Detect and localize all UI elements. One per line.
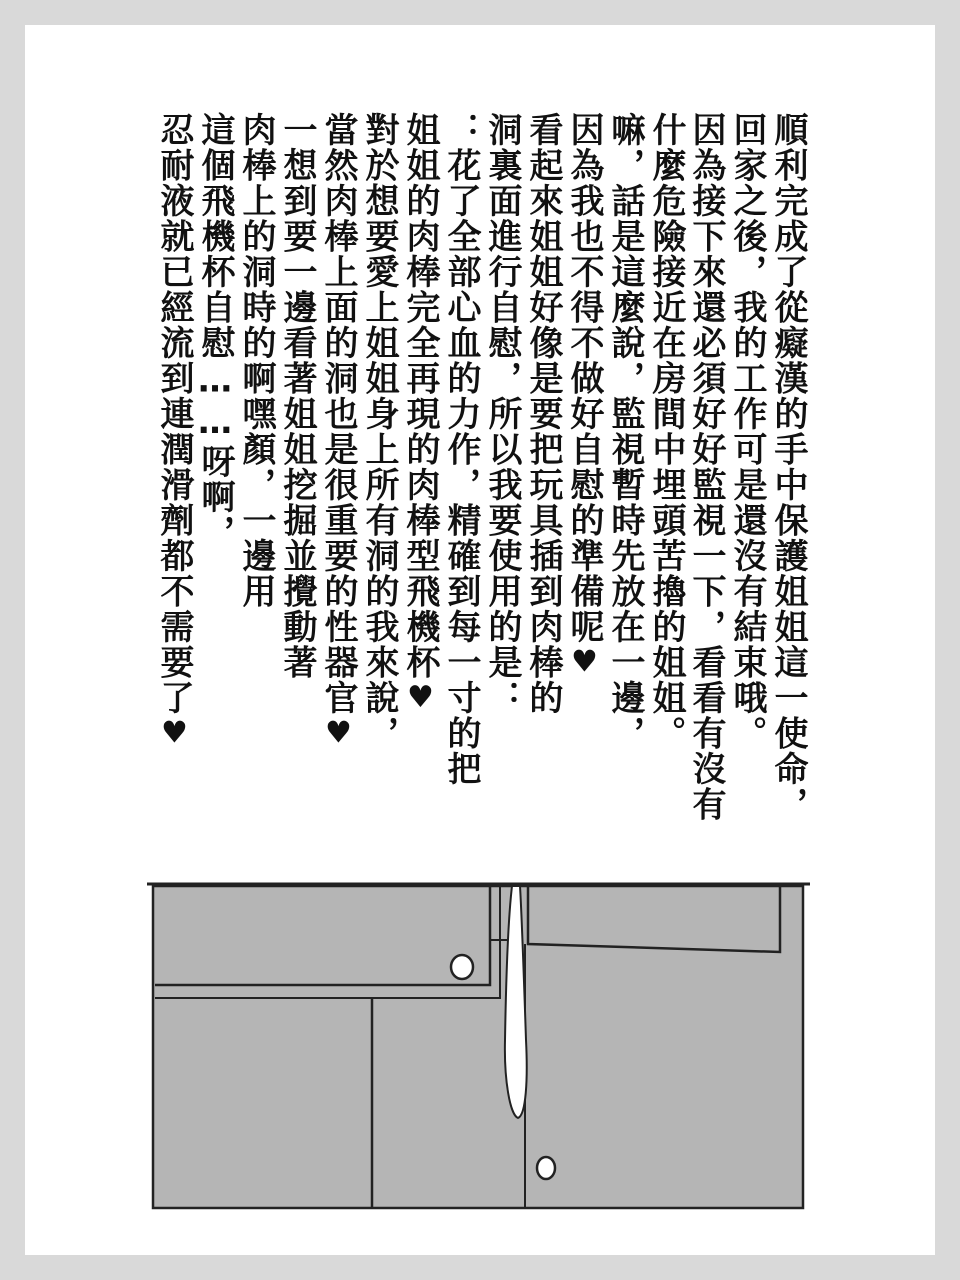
text-column-9: ：花了全部心血的力作，精確到每一寸的把 — [441, 112, 481, 787]
heart-icon: ♥ — [403, 680, 438, 717]
text-column-13: 一想到要一邊看著姐姐挖掘並攪動著 — [277, 112, 317, 680]
heart-icon: ♥ — [567, 644, 602, 681]
text-column-16: 忍耐液就已經流到連潤滑劑都不需要了♥ — [154, 112, 194, 752]
text-column-3: 因為接下來還必須好好監視一下，看看有沒有 — [686, 112, 726, 822]
heart-icon: ♥ — [157, 715, 192, 752]
text-column-8: 洞裏面進行自慰，所以我要使用的是： — [482, 112, 522, 716]
text-column-1: 順利完成了從癡漢的手中保護姐姐這一使命， — [768, 112, 808, 822]
text-column-14: 肉棒上的洞時的啊嘿顏，一邊用 — [236, 112, 276, 609]
text-column-10: 姐姐的肉棒完全再現的肉棒型飛機杯♥ — [400, 112, 440, 717]
text-column-6: 因為我也不得不做好自慰的準備呢♥ — [564, 112, 604, 681]
heart-icon: ♥ — [321, 715, 356, 752]
text-column-15: 這個飛機杯自慰……呀啊， — [195, 112, 235, 550]
text-column-12: 當然肉棒上面的洞也是很重要的性器官♥ — [318, 112, 358, 752]
text-column-11: 對於想要愛上姐姐身上所有洞的我來說， — [359, 112, 399, 751]
text-column-4: 什麼危險接近在房間中埋頭苦擼的姐姐。 — [646, 112, 686, 751]
text-column-5: 嘛，話是這麼說，監視暫時先放在一邊， — [605, 112, 645, 751]
text-column-7: 看起來姐姐好像是要把玩具插到肉棒的 — [523, 112, 563, 716]
text-column-2: 回家之後，我的工作可是還沒有結束哦。 — [727, 112, 767, 751]
